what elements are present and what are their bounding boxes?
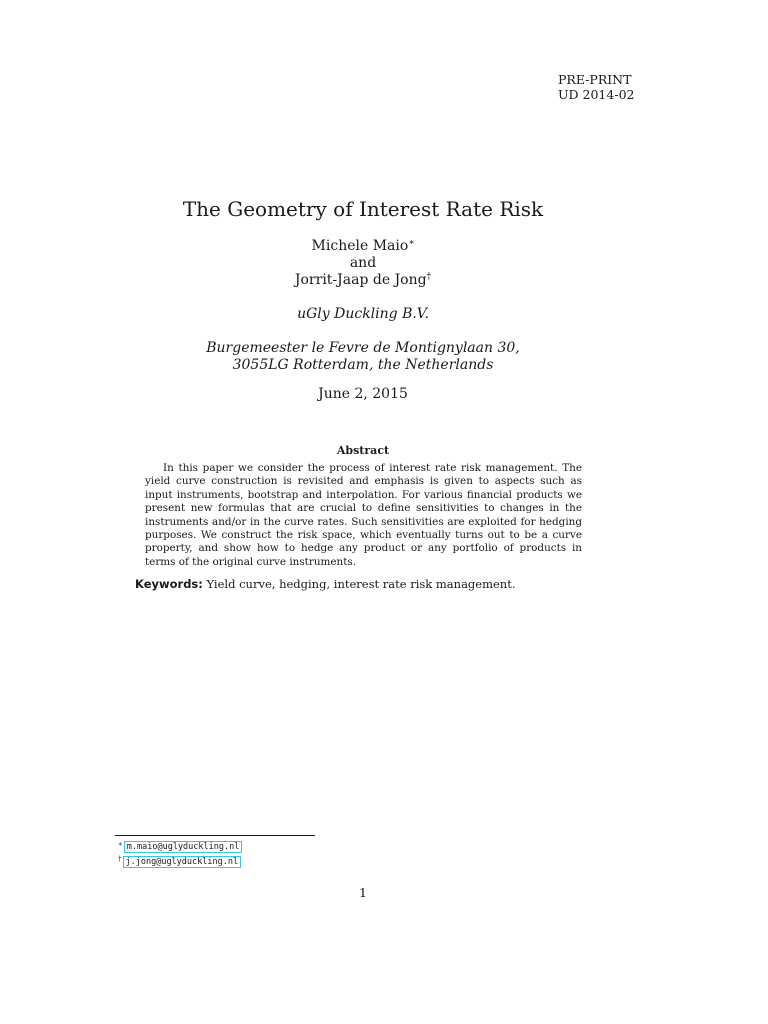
page-number: 1 [359, 885, 367, 900]
footnote-2-email-link[interactable]: j.jong@uglyduckling.nl [123, 856, 242, 868]
abstract-heading: Abstract [336, 444, 390, 457]
address-block [0, 340, 726, 374]
publication-date: June 2, 2015 [318, 386, 408, 402]
footnote-2 [118, 853, 242, 868]
affiliation: uGly Duckling B.V. [297, 306, 429, 322]
preprint-line-1: PRE-PRINT [558, 72, 632, 87]
keywords-line [135, 577, 515, 591]
authors-conjunction: and [349, 255, 377, 271]
authors-block [0, 238, 726, 289]
author-2-name: Jorrit-Jaap de Jong [294, 272, 427, 288]
address-line-1: Burgemeester le Fevre de Montignylaan 30, [206, 340, 520, 356]
footnote-1-mark: ∗ [118, 840, 123, 848]
keywords-label: Keywords: [135, 577, 203, 591]
footnotes [118, 838, 242, 868]
abstract-body: In this paper we consider the process of interest rate risk management. The yield curve construction is revisited and emphasis is given to aspects such as input instruments, bootstrap and interpolation. For various financial products we present new formulas that are crucial to define sensitivities to changes in the instruments and/or in the curve rates. Such sensitivities are exploited for hedging purposes. We construct the risk space, which eventually turns out to be a curve property, and show how to hedge any product or any portfolio of products in terms of the original curve instruments. [145, 462, 582, 568]
author-2-footnote-mark[interactable]: † [426, 272, 432, 282]
author-1-footnote-mark[interactable]: ∗ [408, 238, 415, 248]
keywords-text: Yield curve, hedging, interest rate risk management. [206, 577, 516, 591]
author-2 [0, 272, 726, 289]
preprint-report-number: UD 2014-02 [558, 87, 635, 102]
author-1-name: Michele Maio [311, 238, 409, 254]
footnote-divider [115, 835, 315, 836]
preprint-label [558, 72, 634, 102]
address-line-2: 3055LG Rotterdam, the Netherlands [232, 357, 494, 373]
footnote-1 [118, 838, 242, 853]
footnote-2-mark: † [118, 855, 122, 863]
paper-title: The Geometry of Interest Rate Risk [182, 197, 544, 221]
author-1 [0, 238, 726, 255]
footnote-1-email-link[interactable]: m.maio@uglyduckling.nl [124, 841, 243, 853]
